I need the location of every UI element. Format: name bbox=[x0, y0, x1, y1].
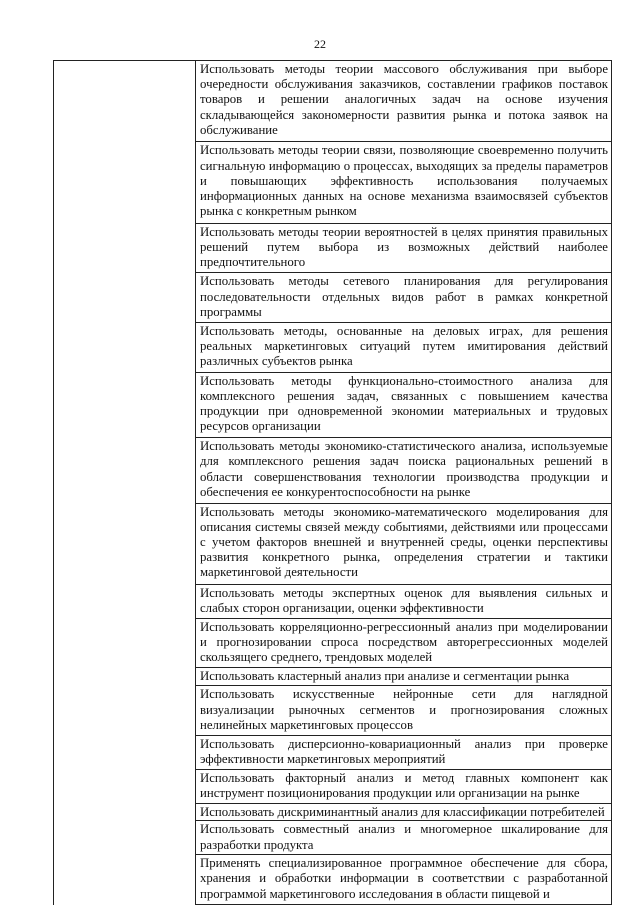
table-cell: Использовать методы функционально-стоимостного анализа для комплексного решения задач, связанных с повышением качества продукции при одновременной экономии материальных и трудовых ресурсов организации bbox=[196, 372, 612, 438]
table-cell: Использовать дискриминантный анализ для классификации потребителей bbox=[196, 803, 612, 821]
table-cell: Использовать корреляционно-регрессионный анализ при моделировании и прогнозировании спроса посредством авторегрессионных моделей скользящего среднего, трендовых моделей bbox=[196, 618, 612, 668]
table-row bbox=[54, 61, 612, 142]
table-cell: Применять специализированное программное обеспечение для сбора, хранения и обработки информации в соответствии с разработанной программой маркетингового исследования в области пищевой и bbox=[196, 855, 612, 905]
table-cell: Использовать методы теории связи, позволяющие своевременно получить сигнальную информацию о процессах, выходящих за пределы параметров и повышающих эффективность использования получаемых информационных данных на основе механизма взаимосвязей субъектов рынка с конкретным рынком bbox=[196, 142, 612, 223]
table-cell: Использовать факторный анализ и метод главных компонент как инструмент позиционирования продукции или организации на рынке bbox=[196, 769, 612, 803]
table-cell: Использовать методы сетевого планирования для регулирования последовательности отдельных видов работ в рамках конкретной программы bbox=[196, 273, 612, 323]
table-cell: Использовать дисперсионно-ковариационный анализ при проверке эффективности маркетинговых мероприятий bbox=[196, 735, 612, 769]
page-number: 22 bbox=[314, 37, 326, 51]
left-column-cell bbox=[54, 61, 196, 905]
table-cell: Использовать совместный анализ и многомерное шкалирование для разработки продукта bbox=[196, 821, 612, 855]
table-cell: Использовать методы теории массового обслуживания при выборе очередности обслуживания заказчиков, составлении графиков поставок товаров и решении аналогичных задач на основе изучения складывающейся закономерности развития рынка и потока заявок на обслуживание bbox=[196, 61, 612, 142]
table-cell: Использовать методы, основанные на деловых играх, для решения реальных маркетинговых ситуаций путем имитирования действий различных субъектов рынка bbox=[196, 322, 612, 372]
table-cell: Использовать искусственные нейронные сети для наглядной визуализации рыночных сегментов и прогнозирования сложных нелинейных маркетинговых процессов bbox=[196, 686, 612, 736]
competency-table bbox=[53, 60, 612, 905]
table-cell: Использовать методы теории вероятностей в целях принятия правильных решений путем выбора из возможных действий наиболее предпочтительного bbox=[196, 223, 612, 273]
table-cell: Использовать кластерный анализ при анализе и сегментации рынка bbox=[196, 668, 612, 686]
table-cell: Использовать методы экономико-статистического анализа, используемые для комплексного решения задач поиска рациональных решений в области совершенствования технологии производства продукции и обеспечения ее конкурентоспособности на рынке bbox=[196, 438, 612, 504]
table-cell: Использовать методы экономико-математического моделирования для описания системы связей между событиями, действиями или процессами с учетом факторов внешней и внутренней среды, оценки перспективы развития конкретного рынка, определения стратегии и тактики маркетинговой деятельности bbox=[196, 503, 612, 584]
table-cell: Использовать методы экспертных оценок для выявления сильных и слабых сторон организации, оценки эффективности bbox=[196, 584, 612, 618]
